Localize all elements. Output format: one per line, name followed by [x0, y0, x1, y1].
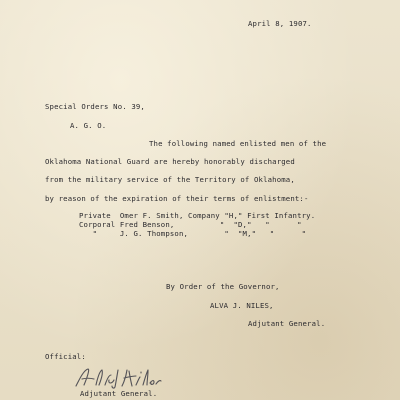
roster-line-1: Private Omer F. Smith, Company "H," First Infantry. — [79, 211, 316, 220]
signature-title: Adjutant General. — [80, 389, 158, 398]
signer-title: Adjutant General. — [248, 319, 326, 328]
body-line-1: The following named enlisted men of the — [149, 139, 327, 148]
roster-line-2: Corporal Fred Benson, " "D," " " — [79, 220, 302, 229]
handwritten-signature — [72, 366, 162, 390]
closing-line: By Order of the Governor, — [166, 282, 280, 291]
body-line-4: by reason of the expiration of their terms of enlistment:- — [45, 194, 309, 203]
signer-name: ALVA J. NILES, — [210, 301, 274, 310]
official-label: Official: — [45, 352, 86, 361]
roster-line-3: " J. G. Thompson, " "M," " " — [79, 229, 307, 238]
order-heading: Special Orders No. 39, — [45, 102, 145, 111]
document-date: April 8, 1907. — [248, 19, 312, 28]
body-line-3: from the military service of the Territory of Oklahoma, — [45, 175, 295, 184]
body-line-2: Oklahoma National Guard are hereby honorably discharged — [45, 157, 295, 166]
office-line: A. G. O. — [70, 121, 107, 130]
